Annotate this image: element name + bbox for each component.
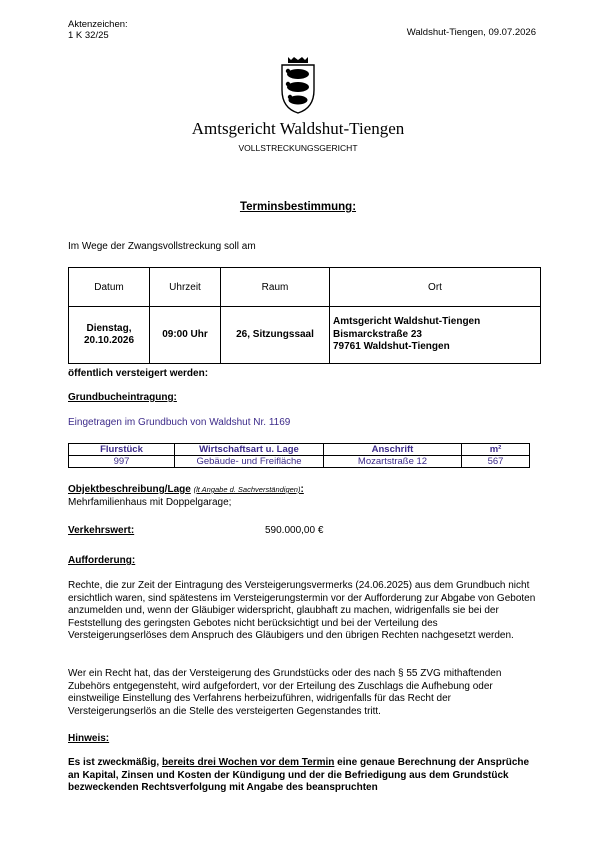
hinweis-text-start: Es ist zweckmäßig, <box>68 757 162 768</box>
objekt-heading <box>68 484 304 497</box>
court-department: VOLLSTRECKUNGSGERICHT <box>238 143 358 153</box>
cell-datum <box>69 307 150 364</box>
hinweis-paragraph <box>68 757 538 795</box>
coat-of-arms-icon <box>279 56 317 114</box>
auction-text: öffentlich versteigert werden: <box>68 368 209 379</box>
ort-line-1: Amtsgericht Waldshut-Tiengen <box>333 316 481 328</box>
header-uhrzeit: Uhrzeit <box>150 268 221 307</box>
court-name: Amtsgericht Waldshut-Tiengen <box>191 119 405 138</box>
header-raum: Raum <box>221 268 330 307</box>
aufforderung-heading: Aufforderung: <box>68 555 136 566</box>
cell-ort <box>330 307 541 364</box>
header-wirtschaftsart: Wirtschaftsart u. Lage <box>175 444 324 456</box>
objekt-heading-colon: : <box>300 484 304 495</box>
header-ort: Ort <box>330 268 541 307</box>
intro-text: Im Wege der Zwangsvollstreckung soll am <box>68 241 256 252</box>
objekt-heading-note: (lt Angabe d. Sachverständigen) <box>193 485 301 494</box>
hinweis-text-underlined: bereits drei Wochen vor dem Termin <box>161 757 335 768</box>
verkehrswert-label: Verkehrswert: <box>68 525 135 536</box>
cell-raum: 26, Sitzungssaal <box>221 307 330 364</box>
cell-flurstueck: 997 <box>69 456 175 468</box>
hinweis-heading: Hinweis: <box>68 733 110 744</box>
cell-flaeche: 567 <box>462 456 530 468</box>
document-title: Terminsbestimmung: <box>239 201 357 213</box>
grundbuch-line: Eingetragen im Grundbuch von Waldshut Nr. 1169 <box>68 417 291 428</box>
aktenzeichen-value: 1 K 32/25 <box>68 30 109 41</box>
table-row <box>69 456 530 468</box>
verkehrswert-value: 590.000,00 € <box>265 525 324 536</box>
datum-weekday: Dienstag, <box>86 322 132 334</box>
header-flaeche: m² <box>462 444 530 456</box>
header-flurstueck: Flurstück <box>69 444 175 456</box>
aufforderung-paragraph-2: Wer ein Recht hat, das der Versteigerung des Grundstücks oder des nach § 55 ZVG mithaftenden Zubehörs entgegensteht, wird aufgefordert, vor der Erteilung des Zuschlags die Aufhebung oder einstweilige Einstellung des Verfahrens herbeizuführen, widrigenfalls für das Recht der Versteigerungserlös an die Stelle des versteigerten Gegenstandes tritt. <box>68 668 502 717</box>
place-date: Waldshut-Tiengen, 09.07.2026 <box>406 27 536 38</box>
datum-date: 20.10.2026 <box>83 335 135 346</box>
ort-line-3: 79761 Waldshut-Tiengen <box>333 341 450 353</box>
termin-table <box>68 267 541 364</box>
grundbuch-table-header <box>69 444 530 456</box>
header-datum: Datum <box>69 268 150 307</box>
objekt-text: Mehrfamilienhaus mit Doppelgarage; <box>68 497 232 508</box>
cell-wirtschaftsart: Gebäude- und Freifläche <box>175 456 324 468</box>
cell-anschrift: Mozartstraße 12 <box>324 456 462 468</box>
cell-uhrzeit: 09:00 Uhr <box>150 307 221 364</box>
header-anschrift: Anschrift <box>324 444 462 456</box>
objekt-heading-label: Objektbeschreibung/Lage <box>68 484 191 495</box>
termin-table-row <box>69 307 541 364</box>
hinweis-text-end: eine genaue Berechnung der Ansprüche an Kapital, Zinsen und Kosten der Kündigung und der die Befriedigung aus dem Grundstück bezweckenden Rechtsverfolgung mit Angabe des beanspruchten <box>68 757 530 793</box>
ort-line-2: Bismarckstraße 23 <box>333 328 422 340</box>
aktenzeichen-label: Aktenzeichen: <box>68 19 128 30</box>
grundbuch-table <box>68 443 530 468</box>
aktenzeichen-block <box>68 19 128 41</box>
grundbuch-heading: Grundbucheintragung: <box>68 392 177 403</box>
termin-table-header <box>69 268 541 307</box>
aufforderung-paragraph-1: Rechte, die zur Zeit der Eintragung des Versteigerungsvermerks (24.06.2025) aus dem Grundbuch nicht ersichtlich waren, sind spätestens im Versteigerungstermin vor der Aufforderung zur Abgabe von Geboten anzumelden und, wenn der Gläubiger widerspricht, glaubhaft zu machen, widrigenfalls sie bei der Feststellung des geringsten Gebotes nicht berücksichtigt und bei der Verteilung des Versteigerungserlöses dem Anspruch des Gläubigers und den übrigen Rechten nachgesetzt werden. <box>68 580 536 641</box>
